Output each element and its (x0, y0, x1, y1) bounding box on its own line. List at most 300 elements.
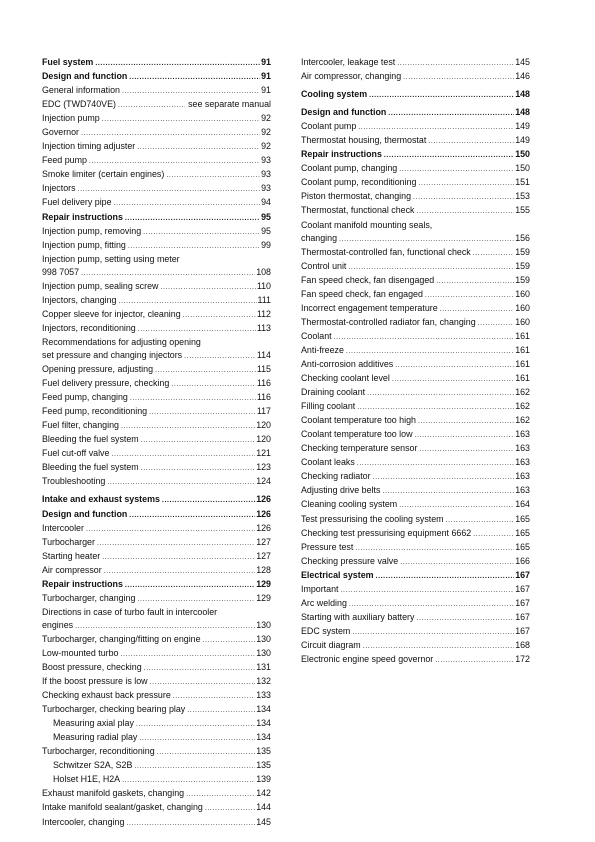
toc-entry-title: Adjusting drive belts (301, 485, 381, 496)
toc-entry-title: General information (42, 85, 120, 96)
toc-entry-fuel-cut-off-valve[interactable] (42, 447, 271, 461)
toc-entry-title: Checking coolant level (301, 373, 390, 384)
toc-entry-exhaust-manifold-gaskets-changing[interactable] (42, 787, 271, 801)
dot-leader (122, 85, 260, 98)
dot-leader (348, 261, 514, 274)
toc-entry-page-number: 93 (261, 169, 271, 180)
toc-entry-title: Thermostat, functional check (301, 205, 415, 216)
dot-leader (392, 373, 514, 386)
toc-entry-injection-pump-fitting[interactable] (42, 239, 271, 253)
toc-entry-title: Injection pump, fitting (42, 239, 126, 250)
toc-entry-page-number: 129 (256, 578, 271, 589)
toc-entry-title: Turbocharger, checking bearing play (42, 704, 186, 715)
toc-entry-page-number: 93 (261, 183, 271, 194)
toc-entry-page-number: 148 (515, 107, 530, 118)
toc-entry-title: Electronic engine speed governor (301, 653, 434, 664)
toc-entry-page-number: 95 (261, 225, 271, 236)
toc-entry-checking-temperature-sensor[interactable] (301, 442, 530, 456)
toc-entry-page-number: 161 (515, 330, 530, 341)
toc-entry-title: Fuel delivery pressure, checking (42, 378, 170, 389)
toc-entry-control-unit[interactable] (301, 260, 530, 274)
toc-entry-page-number: 127 (256, 536, 271, 547)
toc-entry-injectors-changing[interactable] (42, 294, 271, 308)
toc-entry-anti-corrosion-additives[interactable] (301, 358, 530, 372)
toc-entry-reference: see separate manual (188, 99, 271, 110)
toc-entry-title: Feed pump (42, 155, 87, 166)
toc-entry-page-number: 165 (515, 513, 530, 524)
dot-leader (75, 620, 255, 633)
toc-entry-page-number: 117 (256, 406, 271, 417)
toc-entry-page-number: 123 (256, 462, 271, 473)
dot-leader (89, 155, 260, 168)
dot-leader (128, 240, 260, 253)
toc-entry-page-number: 95 (261, 211, 271, 222)
toc-entry-repair-instructions[interactable] (301, 148, 530, 162)
toc-entry-design-and-function[interactable] (42, 70, 271, 84)
dot-leader (126, 817, 255, 830)
toc-entry-page-number: 130 (256, 633, 271, 644)
toc-entry-page-number: 134 (256, 704, 271, 715)
toc-entry-title: Control unit (301, 260, 347, 271)
toc-entry-boost-pressure-checking[interactable] (42, 661, 271, 675)
dot-leader (415, 429, 515, 442)
toc-entry-title: Thermostat-controlled radiator fan, changing (301, 316, 476, 327)
dot-leader (341, 584, 515, 597)
dot-leader (141, 462, 255, 475)
toc-entry-page-number: 162 (515, 415, 530, 426)
toc-entry-turbocharger[interactable] (42, 536, 271, 550)
toc-entry-title: Bleeding the fuel system (42, 462, 139, 473)
toc-entry-intake-manifold-sealant-gasket-changing[interactable] (42, 801, 271, 815)
toc-entry-circuit-diagram[interactable] (301, 639, 530, 653)
dot-leader (143, 226, 260, 239)
toc-entry-title: Design and function (42, 508, 128, 519)
toc-entry-page-number: 124 (256, 476, 271, 487)
toc-entry-injection-pump-removing[interactable] (42, 225, 271, 239)
toc-entry-coolant-pump-reconditioning[interactable] (301, 176, 530, 190)
toc-entry-page-number: 145 (515, 57, 530, 67)
dot-leader (400, 556, 514, 569)
toc-entry-general-information[interactable] (42, 84, 271, 98)
toc-entry-title: Copper sleeve for injector, cleaning (42, 308, 181, 319)
dot-leader (125, 212, 260, 225)
toc-entry-filling-coolant[interactable] (301, 400, 530, 414)
dot-leader (416, 612, 514, 625)
toc-entry-title: Checking temperature sensor (301, 443, 418, 454)
toc-entry-measuring-axial-play[interactable] (42, 717, 271, 731)
dot-leader (363, 640, 515, 653)
toc-entry-arc-welding[interactable] (301, 597, 530, 611)
toc-entry-cooling-system[interactable] (301, 88, 530, 102)
toc-entry-thermostat-controlled-radiator-fan-changing[interactable] (301, 316, 530, 330)
dot-leader (184, 350, 256, 363)
toc-entry-if-the-boost-pressure-is-low[interactable] (42, 675, 271, 689)
dot-leader (428, 135, 514, 148)
toc-entry-title: Boost pressure, checking (42, 662, 142, 673)
toc-entry-adjusting-drive-belts[interactable] (301, 484, 530, 498)
toc-entry-page-number: 130 (256, 647, 271, 658)
toc-entry-page-number: 145 (256, 816, 271, 827)
dot-leader (419, 443, 514, 456)
toc-entry-title: Anti-freeze (301, 344, 344, 355)
toc-entry-thermostat-functional-check[interactable] (301, 204, 530, 218)
toc-entry-page-number: 91 (261, 71, 271, 82)
toc-entry-title: Feed pump, reconditioning (42, 406, 148, 417)
toc-entry-directions-in-case-of-turbo-fault-in-intercooler[interactable] (42, 606, 271, 633)
toc-entry-page-number: 160 (515, 316, 530, 327)
toc-entry-page-number: 116 (256, 392, 271, 403)
toc-entry-design-and-function[interactable] (301, 106, 530, 120)
toc-entry-title: Cleaning cooling system (301, 499, 398, 510)
toc-entry-injection-pump-sealing-screw[interactable] (42, 280, 271, 294)
toc-entry-page-number: 160 (515, 302, 530, 313)
dot-leader (382, 485, 514, 498)
toc-entry-page-number: 149 (515, 121, 530, 132)
toc-entry-title: Pressure test (301, 541, 354, 552)
toc-entry-repair-instructions[interactable] (42, 578, 271, 592)
toc-entry-design-and-function[interactable] (42, 508, 271, 522)
toc-entry-page-number: 111 (257, 294, 271, 305)
dot-leader (150, 676, 256, 689)
toc-entry-page-number: 165 (515, 541, 530, 552)
dot-leader (440, 303, 515, 316)
toc-entry-page-number: 115 (256, 364, 271, 375)
dot-leader (155, 364, 256, 377)
toc-entry-governor[interactable] (42, 126, 271, 140)
toc-entry-page-number: 159 (515, 246, 530, 257)
toc-entry-page-number: 163 (515, 429, 530, 440)
toc-entry-incorrect-engagement-temperature[interactable] (301, 302, 530, 316)
toc-entry-checking-exhaust-back-pressure[interactable] (42, 689, 271, 703)
dot-leader (144, 662, 256, 675)
toc-entry-page-number: 131 (256, 662, 271, 673)
toc-entry-page-number: 162 (515, 387, 530, 398)
toc-entry-page-number: 129 (256, 592, 271, 603)
toc-entry-title: Feed pump, changing (42, 392, 128, 403)
toc-entry-page-number: 130 (256, 619, 271, 630)
dot-leader (136, 718, 255, 731)
toc-entry-title: Repair instructions (42, 211, 123, 222)
toc-entry-fuel-delivery-pressure-checking[interactable] (42, 377, 271, 391)
toc-entry-title: If the boost pressure is low (42, 676, 148, 687)
toc-entry-page-number: 126 (256, 494, 271, 505)
toc-entry-coolant-temperature-too-low[interactable] (301, 428, 530, 442)
toc-entry-page-number: 113 (256, 322, 271, 333)
toc-entry-title: Incorrect engagement temperature (301, 302, 438, 313)
dot-leader (81, 127, 260, 140)
toc-entry-page-number: 134 (256, 732, 271, 743)
toc-entry-page-number: 114 (256, 349, 271, 360)
toc-entry-feed-pump-changing[interactable] (42, 391, 271, 405)
toc-entry-page-number: 92 (261, 113, 271, 124)
toc-entry-title: Holset H1E, H2A (53, 774, 121, 785)
dot-leader (376, 570, 515, 583)
dot-leader (119, 295, 257, 308)
toc-entry-copper-sleeve-for-injector-cleaning[interactable] (42, 308, 271, 322)
toc-entry-smoke-limiter-certain-engines[interactable] (42, 168, 271, 182)
toc-entry-page-number: 163 (515, 485, 530, 496)
toc-entry-page-number: 150 (515, 149, 530, 160)
toc-entry-page-number: 112 (256, 308, 271, 319)
toc-entry-title: Starting with auxiliary battery (301, 611, 415, 622)
toc-entry-bleeding-the-fuel-system[interactable] (42, 461, 271, 475)
toc-entry-holset-h1e-h2a[interactable] (42, 773, 271, 787)
toc-entry-anti-freeze[interactable] (301, 344, 530, 358)
dot-leader (137, 593, 255, 606)
toc-entry-title: Air compressor (42, 564, 102, 575)
dot-leader (395, 359, 514, 372)
toc-entry-title: Injectors (42, 183, 76, 194)
dot-leader (399, 163, 514, 176)
dot-leader (397, 57, 514, 70)
dot-leader (413, 191, 514, 204)
toc-entry-title: Design and function (42, 71, 128, 82)
toc-entry-title: Coolant pump (301, 121, 357, 132)
toc-entry-title: Important (301, 583, 339, 594)
toc-entry-title: Air compressor, changing (301, 71, 402, 82)
toc-entry-title: Filling coolant (301, 401, 356, 412)
toc-entry-checking-test-pressurising-equipment-6662[interactable] (301, 527, 530, 541)
dot-leader (399, 499, 514, 512)
toc-entry-low-mounted-turbo[interactable] (42, 647, 271, 661)
toc-entry-turbocharger-changing[interactable] (42, 592, 271, 606)
dot-leader (97, 537, 255, 550)
toc-entry-page-number: 142 (256, 788, 271, 799)
dot-leader (349, 598, 514, 611)
dot-leader (367, 387, 514, 400)
toc-entry-title: Coolant (301, 330, 332, 341)
toc-entry-title: Coolant temperature too low (301, 429, 413, 440)
toc-entry-repair-instructions[interactable] (42, 211, 271, 225)
toc-entry-page-number: 120 (256, 420, 271, 431)
toc-entry-title: Measuring radial play (53, 732, 138, 743)
dot-leader (373, 471, 515, 484)
dot-leader (446, 514, 515, 527)
toc-entry-title: Fan speed check, fan disengaged (301, 274, 435, 285)
toc-entry-edc-system[interactable] (301, 625, 530, 639)
toc-entry-title: changing (301, 232, 338, 243)
toc-entry-title: Schwitzer S2A, S2B (53, 760, 133, 771)
dot-leader (384, 149, 514, 162)
dot-leader (478, 317, 515, 330)
toc-entry-title: Thermostat-controlled fan, functional check (301, 246, 471, 257)
toc-entry-bleeding-the-fuel-system[interactable] (42, 433, 271, 447)
toc-entry-page-number: 92 (261, 127, 271, 138)
toc-entry-thermostat-controlled-fan-functional-check[interactable] (301, 246, 530, 260)
toc-entry-page-number: 165 (515, 527, 530, 538)
toc-entry-page-number: 121 (256, 448, 271, 459)
toc-entry-checking-coolant-level[interactable] (301, 372, 530, 386)
toc-entry-page-number: 126 (256, 508, 271, 519)
toc-entry-injection-pump[interactable] (42, 112, 271, 126)
toc-entry-title: Troubleshooting (42, 476, 106, 487)
toc-entry-page-number: 155 (515, 205, 530, 216)
toc-entry-page-number: 134 (256, 718, 271, 729)
dot-leader (369, 89, 514, 102)
toc-entry-coolant-manifold-mounting-seals[interactable] (301, 219, 530, 246)
toc-entry-title: Cooling system (301, 89, 368, 100)
toc-right-column (301, 56, 530, 667)
toc-entry-title-line: Directions in case of turbo fault in intercooler (42, 606, 218, 617)
dot-leader (162, 494, 255, 507)
toc-entry-fan-speed-check-fan-engaged[interactable] (301, 288, 530, 302)
toc-entry-starting-heater[interactable] (42, 550, 271, 564)
toc-entry-page-number: 161 (515, 373, 530, 384)
dot-leader (357, 401, 514, 414)
dot-leader (346, 345, 514, 358)
toc-entry-title: Turbocharger (42, 536, 95, 547)
toc-entry-fuel-delivery-pipe[interactable] (42, 196, 271, 210)
toc-entry-troubleshooting[interactable] (42, 475, 271, 489)
dot-leader (352, 626, 514, 639)
toc-entry-checking-pressure-valve[interactable] (301, 555, 530, 569)
toc-entry-checking-radiator[interactable] (301, 470, 530, 484)
toc-entry-title: Measuring axial play (53, 718, 134, 729)
toc-entry-measuring-radial-play[interactable] (42, 731, 271, 745)
toc-entry-title: Turbocharger, changing (42, 592, 136, 603)
toc-entry-opening-pressure-adjusting[interactable] (42, 363, 271, 377)
toc-entry-coolant-temperature-too-high[interactable] (301, 414, 530, 428)
toc-entry-title: Turbocharger, reconditioning (42, 746, 155, 757)
toc-entry-title: EDC (TWD740VE) (42, 99, 116, 110)
toc-entry-injectors[interactable] (42, 182, 271, 196)
toc-entry-title: Coolant pump, changing (301, 163, 398, 174)
toc-entry-title: Checking radiator (301, 471, 371, 482)
toc-entry-turbocharger-changing-fitting-on-engine[interactable] (42, 633, 271, 647)
toc-entry-intake-and-exhaust-systems[interactable] (42, 493, 271, 507)
toc-entry-page-number: 135 (256, 760, 271, 771)
toc-entry-test-pressurising-the-cooling-system[interactable] (301, 513, 530, 527)
toc-entry-coolant-leaks[interactable] (301, 456, 530, 470)
dot-leader (102, 113, 260, 126)
dot-leader (334, 331, 515, 344)
toc-entry-feed-pump[interactable] (42, 154, 271, 168)
dot-leader (425, 289, 514, 302)
toc-entry-piston-thermostat-changing[interactable] (301, 190, 530, 204)
toc-entry-page-number: 160 (515, 288, 530, 299)
toc-entry-title: Injectors, changing (42, 294, 117, 305)
dot-leader (473, 528, 514, 541)
toc-entry-page-number: 150 (515, 163, 530, 174)
dot-leader (157, 746, 256, 759)
dot-leader (203, 634, 256, 647)
toc-entry-coolant[interactable] (301, 330, 530, 344)
toc-entry-title: EDC system (301, 625, 351, 636)
toc-entry-page-number: 162 (515, 401, 530, 412)
toc-entry-title: Intake manifold sealant/gasket, changing (42, 802, 203, 813)
toc-entry-fuel-filter-changing[interactable] (42, 419, 271, 433)
dot-leader (435, 654, 514, 667)
toc-entry-page-number: 108 (256, 266, 271, 277)
toc-entry-recommendations-for-adjusting-opening[interactable] (42, 336, 271, 363)
toc-entry-pressure-test[interactable] (301, 541, 530, 555)
dot-leader (122, 774, 255, 787)
toc-entry-title: Coolant pump, reconditioning (301, 177, 417, 188)
toc-entry-starting-with-auxiliary-battery[interactable] (301, 611, 530, 625)
toc-entry-title: Intercooler (42, 522, 84, 533)
toc-entry-page-number: 116 (256, 378, 271, 389)
toc-entry-title: 998 7057 (42, 266, 80, 277)
toc-entry-edc-twd740ve[interactable] (42, 98, 271, 112)
dot-leader (186, 788, 255, 801)
toc-entry-page-number: 133 (256, 690, 271, 701)
toc-entry-page-number: 92 (261, 141, 271, 152)
toc-entry-page-number: 99 (261, 239, 271, 250)
toc-entry-thermostat-housing-thermostat[interactable] (301, 134, 530, 148)
dot-leader (78, 183, 261, 196)
toc-entry-page-number: 163 (515, 443, 530, 454)
toc-entry-coolant-pump[interactable] (301, 120, 530, 134)
toc-entry-injection-timing-adjuster[interactable] (42, 140, 271, 154)
toc-entry-air-compressor-changing[interactable] (301, 70, 530, 84)
toc-entry-intercooler-changing[interactable] (42, 816, 271, 830)
toc-entry-intercooler[interactable] (42, 522, 271, 536)
toc-entry-title: Fuel cut-off valve (42, 448, 110, 459)
toc-entry-title: Fuel system (42, 57, 94, 67)
toc-entry-page-number: 139 (256, 774, 271, 785)
toc-entry-cleaning-cooling-system[interactable] (301, 498, 530, 512)
toc-entry-turbocharger-checking-bearing-play[interactable] (42, 703, 271, 717)
dot-leader (173, 690, 255, 703)
toc-entry-title: Anti-corrosion additives (301, 358, 394, 369)
dot-leader (81, 267, 255, 280)
dot-leader (129, 509, 255, 522)
toc-entry-title-line: Injection pump, setting using meter (42, 253, 180, 264)
toc-entry-page-number: 128 (256, 564, 271, 575)
toc-entry-page-number: 151 (515, 177, 530, 188)
toc-entry-injection-pump-setting-using-meter[interactable] (42, 253, 271, 280)
toc-entry-electrical-system[interactable] (301, 569, 530, 583)
toc-entry-fan-speed-check-fan-disengaged[interactable] (301, 274, 530, 288)
toc-entry-page-number: 164 (515, 499, 530, 510)
toc-entry-injectors-reconditioning[interactable] (42, 322, 271, 336)
dot-leader (138, 323, 256, 336)
toc-entry-title: Checking test pressurising equipment 6662 (301, 527, 472, 538)
toc-entry-title: Intake and exhaust systems (42, 494, 160, 505)
toc-entry-fuel-system[interactable] (42, 56, 271, 70)
toc-entry-title: Bleeding the fuel system (42, 434, 139, 445)
toc-left-column (42, 56, 271, 830)
toc-entry-page-number: 148 (515, 89, 530, 100)
dot-leader (120, 648, 255, 661)
dot-leader (114, 197, 261, 210)
dot-leader (118, 99, 185, 112)
toc-entry-page-number: 156 (515, 232, 530, 243)
toc-entry-title: Intercooler, changing (42, 816, 125, 827)
toc-entry-page-number: 167 (515, 569, 530, 580)
toc-entry-feed-pump-reconditioning[interactable] (42, 405, 271, 419)
toc-entry-page-number: 135 (256, 746, 271, 757)
toc-entry-coolant-pump-changing[interactable] (301, 162, 530, 176)
dot-leader (388, 107, 514, 120)
toc-entry-important[interactable] (301, 583, 530, 597)
toc-entry-intercooler-leakage-test[interactable] (301, 56, 530, 70)
dot-leader (187, 704, 255, 717)
toc-entry-turbocharger-reconditioning[interactable] (42, 745, 271, 759)
toc-entry-air-compressor[interactable] (42, 564, 271, 578)
toc-entry-page-number: 91 (261, 85, 271, 96)
dot-leader (160, 281, 255, 294)
toc-entry-electronic-engine-speed-governor[interactable] (301, 653, 530, 667)
toc-entry-draining-coolant[interactable] (301, 386, 530, 400)
dot-leader (166, 169, 260, 182)
dot-leader (418, 415, 514, 428)
toc-entry-title: Circuit diagram (301, 639, 361, 650)
toc-entry-page-number: 163 (515, 457, 530, 468)
toc-entry-page-number: 144 (256, 802, 271, 813)
toc-entry-schwitzer-s2a-s2b[interactable] (42, 759, 271, 773)
dot-leader (416, 205, 514, 218)
